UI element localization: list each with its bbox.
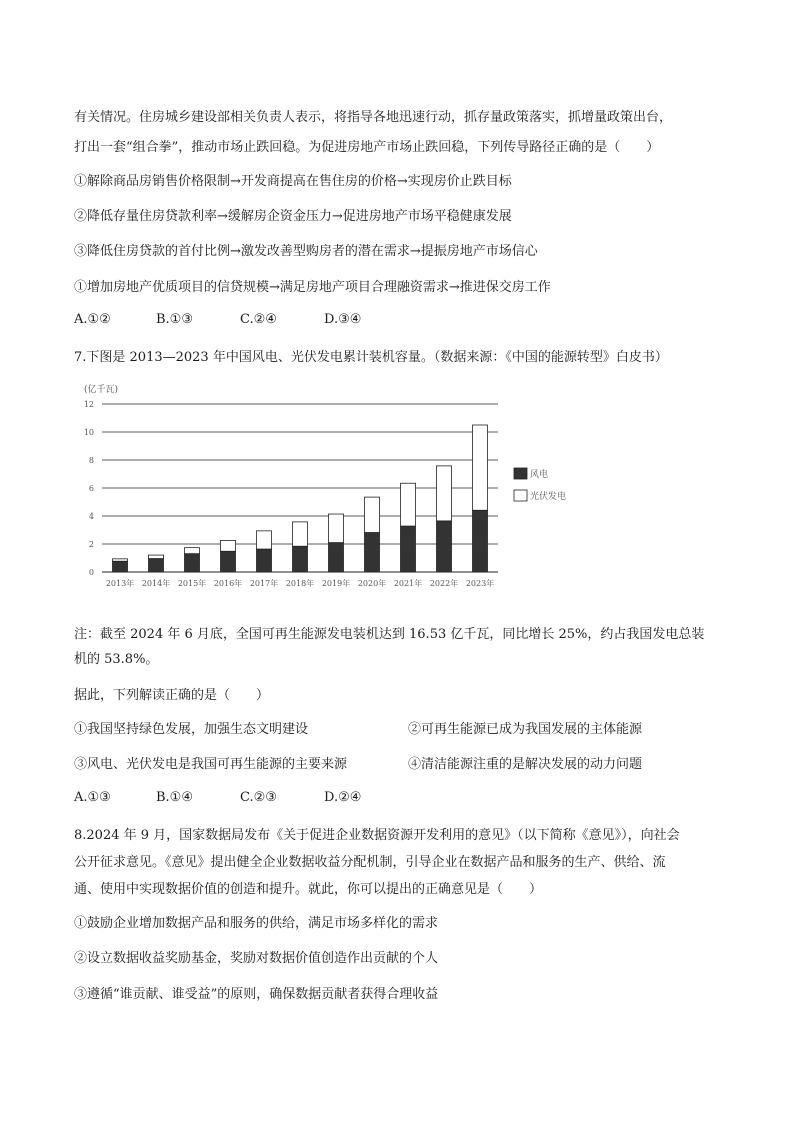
q7-item-1: ①我国坚持绿色发展，加强生态文明建设 — [74, 722, 309, 737]
capacity-bar-chart — [74, 378, 594, 596]
bar-wind — [257, 549, 272, 572]
q6-stem-line-1: 有关情况。住房城乡建设部相关负责人表示，将指导各地迅速行动，抓存量政策落实，抓增量政策出台， — [74, 110, 673, 125]
legend — [514, 468, 566, 502]
q7-option-d: D.②④ — [324, 790, 362, 805]
x-tick-label: 2015年 — [177, 579, 207, 588]
bar-wind — [365, 533, 380, 572]
q6-option-d: D.③④ — [324, 312, 362, 327]
y-tick-labels — [84, 400, 94, 577]
bar-solar — [401, 483, 416, 526]
q6-option-c: C.②④ — [240, 312, 277, 327]
bar-wind — [293, 546, 308, 572]
x-tick-label: 2013年 — [105, 579, 135, 588]
legend-swatch — [514, 490, 527, 501]
q6-item-3: ③降低住房贷款的首付比例→激发改善型购房者的潜在需求→提振房地产市场信心 — [74, 244, 538, 259]
q7-note-line-1: 注：截至 2024 年 6 月底，全国可再生能源发电装机达到 16.53 亿千瓦，同比增长 25%，约占我国发电总装 — [74, 627, 705, 642]
y-tick-label: 10 — [83, 428, 94, 437]
y-tick-label: 6 — [88, 484, 94, 493]
bar-wind — [473, 510, 488, 572]
q6-option-b: B.①③ — [156, 312, 193, 327]
q7-items-row-2 — [74, 753, 734, 773]
legend-label: 光伏发电 — [530, 492, 567, 502]
bar-wind — [329, 543, 344, 572]
bar-wind — [113, 561, 128, 572]
bar-solar — [185, 548, 200, 554]
q7-options — [74, 790, 361, 805]
y-tick-label: 4 — [88, 512, 94, 521]
bar-solar — [257, 531, 272, 549]
bar-wind — [221, 551, 236, 572]
y-tick-label: 2 — [88, 540, 94, 549]
bar-solar — [221, 541, 236, 552]
bar-solar — [473, 425, 488, 510]
x-tick-label: 2021年 — [393, 579, 423, 588]
bar-solar — [329, 514, 344, 543]
q7-option-b: B.①④ — [156, 790, 193, 805]
x-tick-label: 2017年 — [249, 579, 279, 588]
legend-swatch — [514, 468, 527, 479]
x-tick-label: 2014年 — [141, 579, 171, 588]
q7-item-3: ③风电、光伏发电是我国可再生能源的主要来源 — [74, 757, 348, 772]
q7-item-2: ②可再生能源已成为我国发展的主体能源 — [408, 722, 643, 737]
y-tick-label: 0 — [88, 568, 94, 577]
x-tick-label: 2022年 — [429, 579, 459, 588]
q7-stem: 7.下图是 2013—2023 年中国风电、光伏发电累计装机容量。（数据来源：《中国的能源转型》白皮书） — [74, 350, 668, 365]
bar-solar — [149, 555, 164, 559]
bar-solar — [437, 466, 452, 521]
bar-solar — [113, 559, 128, 561]
x-tick-labels — [106, 578, 494, 588]
legend-label: 风电 — [530, 470, 549, 480]
q7-item-4: ④清洁能源注重的是解决发展的动力问题 — [408, 757, 643, 772]
q7-ask: 据此，下列解读正确的是（ ） — [74, 688, 270, 703]
q8-item-3: ③遵循“谁贡献、谁受益”的原则，确保数据贡献者获得合理收益 — [74, 987, 439, 1002]
bars — [113, 425, 488, 572]
q8-stem-line-1: 8.2024 年 9 月，国家数据局发布《关于促进企业数据资源开发利用的意见》（以下简称《意见》），向社会 — [74, 828, 680, 843]
q7-option-c: C.②③ — [240, 790, 277, 805]
x-tick-label: 2020年 — [357, 579, 387, 588]
q6-option-a: A.①② — [74, 312, 111, 327]
q6-stem-line-2: 打出一套“组合拳”，推动市场止跌回稳。为促进房地产市场止跌回稳，下列传导路径正确的是（ ） — [74, 140, 660, 155]
x-tick-label: 2018年 — [285, 579, 315, 588]
bar-wind — [437, 521, 452, 572]
q7-option-a: A.①③ — [74, 790, 111, 805]
q6-item-4: ①增加房地产优质项目的信贷规模→满足房地产项目合理融资需求→推进保交房工作 — [74, 280, 551, 295]
x-tick-label: 2019年 — [321, 579, 351, 588]
q7-note-line-2: 机的 53.8%。 — [74, 652, 159, 667]
bar-wind — [149, 559, 164, 572]
x-tick-label: 2023年 — [465, 579, 495, 588]
q8-item-2: ②设立数据收益奖励基金，奖励对数据价值创造作出贡献的个人 — [74, 951, 439, 966]
bar-wind — [185, 554, 200, 572]
q6-item-1: ①解除商品房销售价格限制→开发商提高在售住房的价格→实现房价止跌目标 — [74, 174, 512, 189]
q8-stem-line-2: 公开征求意见。《意见》提出健全企业数据收益分配机制，引导企业在数据产品和服务的生产、供给、流 — [74, 855, 666, 870]
x-tick-label: 2016年 — [213, 579, 243, 588]
q8-item-1: ①鼓励企业增加数据产品和服务的供给，满足市场多样化的需求 — [74, 916, 439, 931]
y-tick-label: 12 — [83, 400, 94, 409]
q7-items-row-1 — [74, 718, 734, 738]
y-tick-label: 8 — [88, 456, 94, 465]
y-axis-label: (亿千瓦) — [84, 385, 119, 395]
bar-wind — [401, 526, 416, 572]
q6-item-2: ②降低存量住房贷款利率→缓解房企资金压力→促进房地产市场平稳健康发展 — [74, 209, 512, 224]
q8-stem-line-3: 通、使用中实现数据价值的创造和提升。就此，你可以提出的正确意见是（ ） — [74, 882, 543, 897]
bar-solar — [293, 522, 308, 546]
bar-solar — [365, 497, 380, 532]
q6-options — [74, 312, 361, 327]
